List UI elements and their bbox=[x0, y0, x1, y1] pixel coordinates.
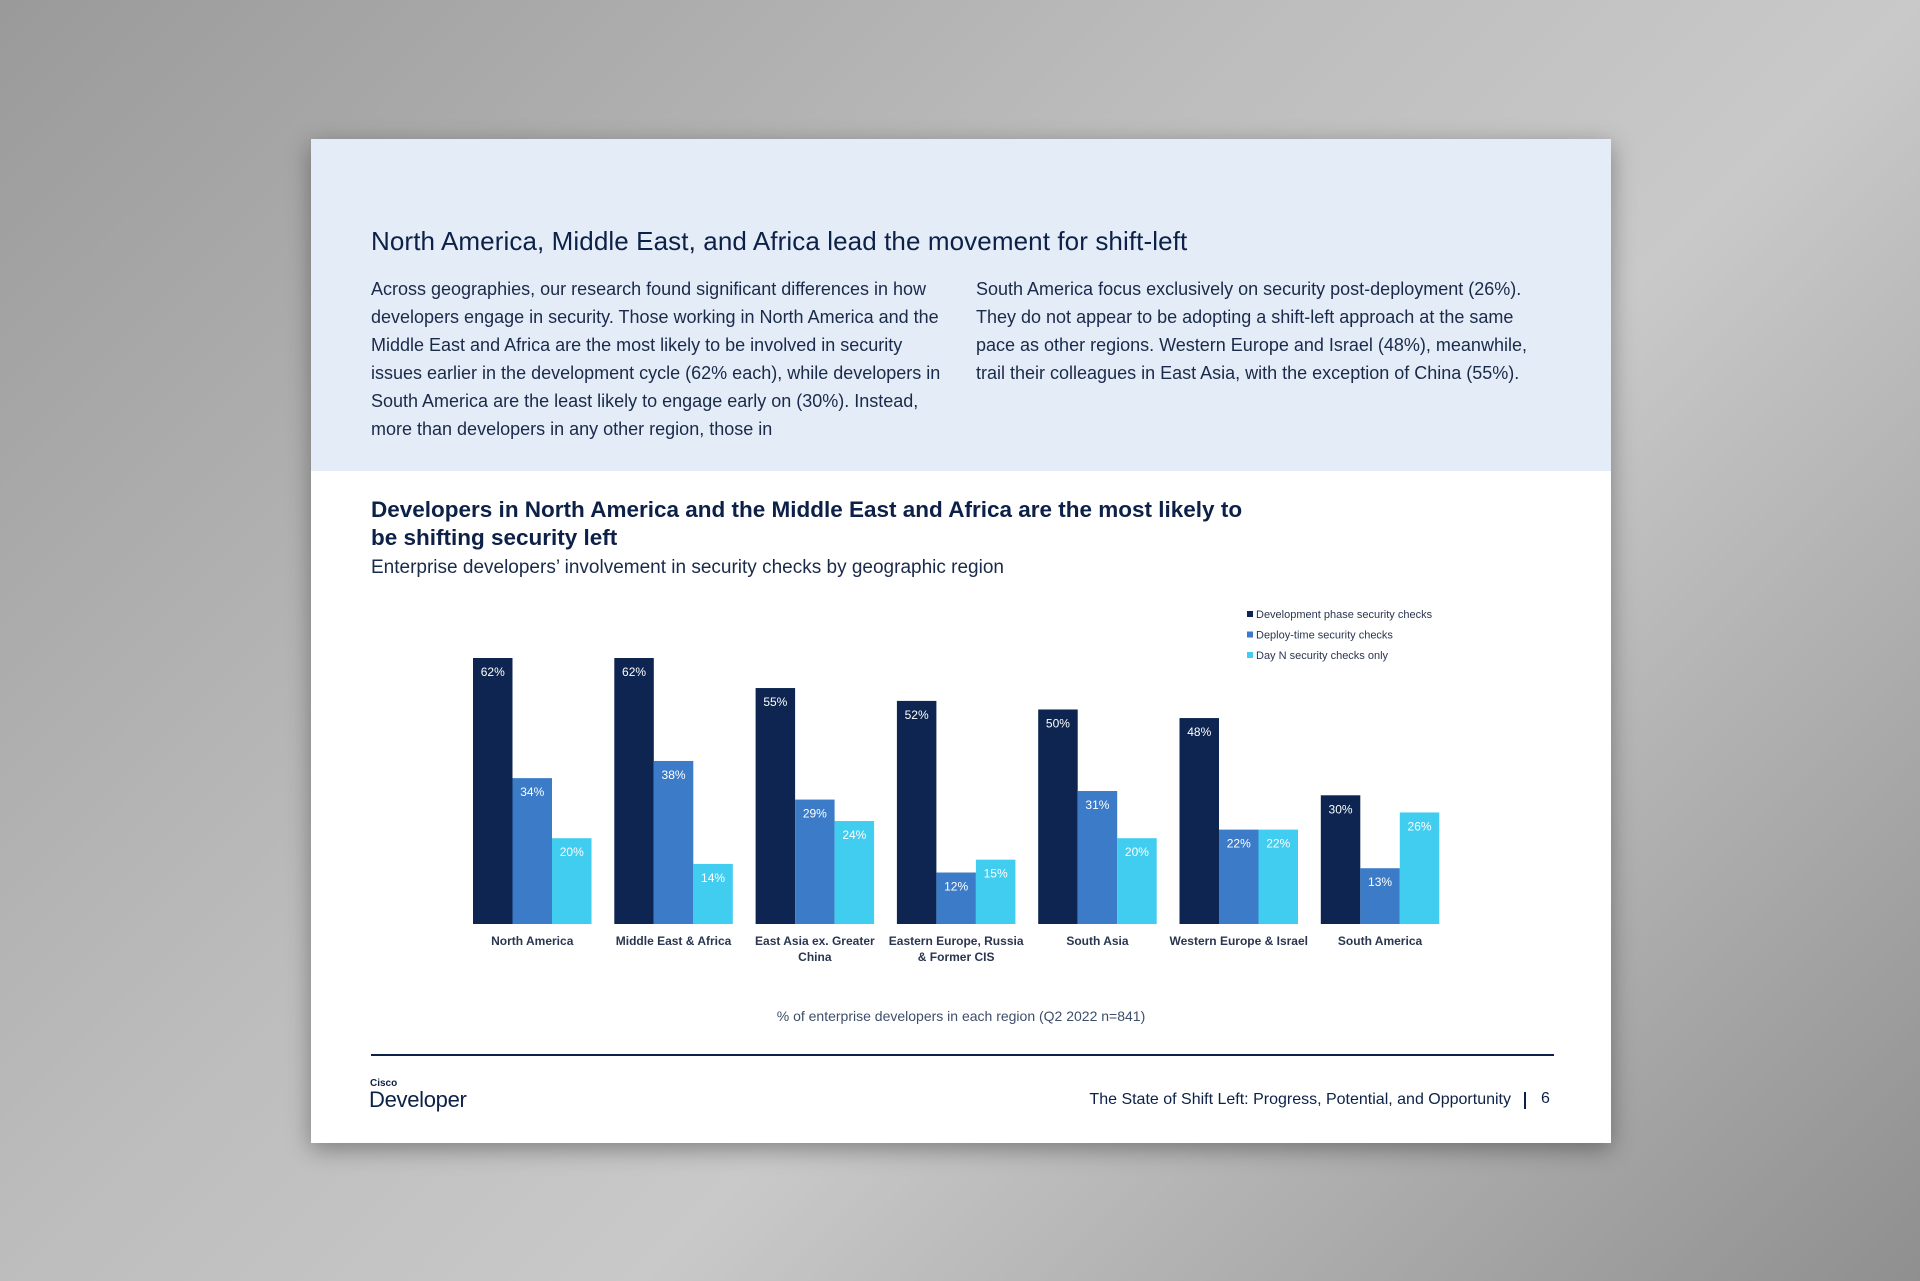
chart-footnote: % of enterprise developers in each region (Q2 2022 n=841) bbox=[776, 1008, 1146, 1024]
data-label: 22% bbox=[1266, 836, 1291, 851]
brand-company: Cisco bbox=[370, 1078, 398, 1089]
category-label: South Asia bbox=[1066, 934, 1129, 948]
legend-label: Deploy-time security checks bbox=[1256, 629, 1393, 642]
legend-label: Day N security checks only bbox=[1256, 650, 1389, 662]
section-title: North America, Middle East, and Africa lead the movement for shift-left bbox=[371, 226, 1188, 256]
data-label: 13% bbox=[1368, 875, 1393, 890]
category-label: Western Europe & Israel bbox=[1169, 934, 1308, 948]
data-label: 29% bbox=[802, 806, 827, 821]
chart-subtitle: Enterprise developers’ involvement in security checks by geographic region bbox=[371, 557, 1004, 578]
bar bbox=[1038, 709, 1078, 924]
data-label: 34% bbox=[520, 785, 545, 800]
data-label: 20% bbox=[559, 845, 584, 860]
category-label: North America bbox=[491, 934, 574, 948]
brand-logo: Developer bbox=[369, 1087, 467, 1112]
data-label: 24% bbox=[842, 828, 867, 843]
data-label: 48% bbox=[1187, 725, 1212, 740]
intro-text-left: Across geographies, our research found significant differences in how developers engage in security. Those working in North America and the Middle East and Africa are the most likely to be involved in security issues earlier in the development cycle (62% each), while developers in South America are the least likely to engage early on (30%). Instead, more than developers in any other region, those in bbox=[371, 279, 941, 439]
bar bbox=[756, 688, 796, 924]
data-label: 20% bbox=[1124, 845, 1149, 860]
intro-text-right: South America focus exclusively on security post-deployment (26%). They do not appear to be adopting a shift-left approach at the same pace as other regions. Western Europe and Israel (48%), meanwhile, trail their colleagues in East Asia, with the exception of China (55%). bbox=[976, 279, 1527, 383]
chart-title: Developers in North America and the Middle East and Africa are the most likely to be shifting security left bbox=[371, 497, 1243, 550]
data-label: 50% bbox=[1045, 716, 1070, 731]
data-label: 52% bbox=[904, 707, 929, 722]
footer-divider bbox=[371, 1054, 1554, 1056]
category-label: China bbox=[798, 950, 832, 964]
page-number: 6 bbox=[1541, 1090, 1550, 1107]
data-label: 62% bbox=[622, 665, 647, 679]
legend-swatch bbox=[1247, 632, 1253, 638]
data-label: 38% bbox=[661, 767, 686, 782]
category-label: Middle East & Africa bbox=[615, 934, 732, 948]
bar bbox=[614, 658, 654, 924]
data-label: 31% bbox=[1085, 798, 1110, 812]
data-label: 30% bbox=[1328, 802, 1353, 817]
data-label: 22% bbox=[1226, 836, 1251, 851]
data-label: 62% bbox=[480, 665, 505, 679]
footer-separator bbox=[1524, 1092, 1526, 1109]
category-label: South America bbox=[1337, 934, 1423, 948]
bar bbox=[654, 761, 694, 924]
legend-label: Development phase security checks bbox=[1256, 609, 1433, 621]
data-label: 12% bbox=[944, 879, 969, 894]
data-label: 15% bbox=[983, 866, 1008, 881]
data-label: 55% bbox=[763, 695, 788, 710]
bar bbox=[473, 658, 513, 924]
bar bbox=[513, 778, 553, 924]
footer-doc-title: The State of Shift Left: Progress, Potential, and Opportunity bbox=[1089, 1091, 1511, 1108]
legend-swatch bbox=[1247, 611, 1253, 617]
bar bbox=[897, 701, 937, 924]
data-label: 14% bbox=[701, 870, 726, 885]
bar-chart bbox=[311, 139, 1611, 999]
category-label: & Former CIS bbox=[917, 950, 995, 964]
category-label: East Asia ex. Greater bbox=[755, 934, 875, 948]
data-label: 26% bbox=[1407, 819, 1432, 834]
bar bbox=[1180, 718, 1220, 924]
report-page bbox=[311, 139, 1611, 1143]
category-label: Eastern Europe, Russia bbox=[888, 934, 1024, 948]
legend-swatch bbox=[1247, 652, 1253, 658]
